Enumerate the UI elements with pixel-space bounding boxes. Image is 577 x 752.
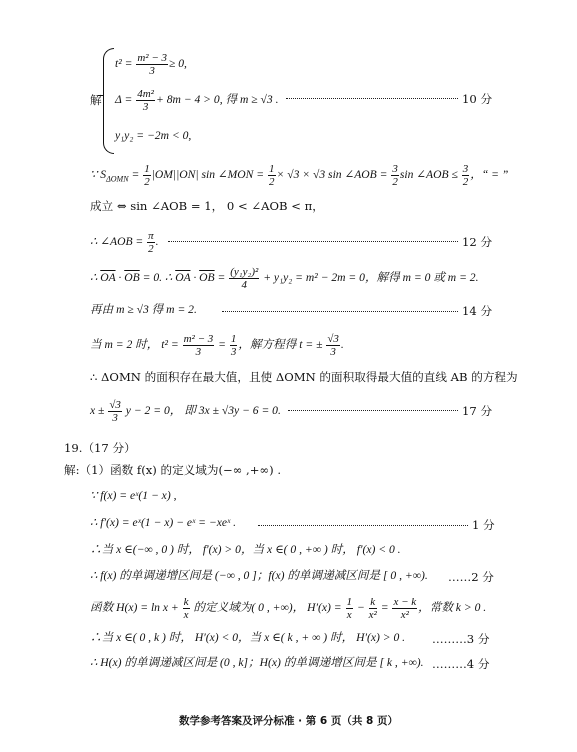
final-equation-line: x ± $\frac{√3}{3}$ y − 2 = 0， 即 3x ± √3y − 6 = 0. — [90, 399, 281, 424]
q19-line-6: ∴当 x ∈( 0 , k ) 时， H′(x) < 0，当 x ∈( k , + ∞ ) 时， H′(x) > 0 . — [90, 631, 406, 644]
leader-dots — [222, 311, 458, 312]
q19-line-2: ∴ f′(x) = eˣ(1 − x) − eˣ = −xeˣ . — [90, 516, 237, 529]
q19-line-3: ∴当 x ∈(−∞ , 0 ) 时， f′(x) > 0，当 x ∈( 0 , +∞ ) 时， f′(x) < 0 . — [90, 543, 401, 556]
score-14: 14 分 — [462, 304, 493, 318]
leader-dots — [168, 241, 458, 242]
system-label: 解 — [90, 93, 102, 107]
score-4: ………4 分 — [432, 657, 490, 671]
angle-line: ∴ ∠AOB = $\frac{\pi}{2}$ . — [90, 230, 159, 255]
q19-line-1: ∵ f(x) = eˣ(1 − x) , — [90, 489, 177, 502]
m2-line: 当 m = 2 时， t² = $\frac{\text{m² − 3}}{3}$ = $\frac{1}{3}$ ，解方程得 t = ± $\frac{√3}{3}$ . — [90, 333, 344, 358]
leader-dots — [286, 98, 458, 99]
leader-dots — [258, 525, 468, 526]
question-19-title: 19.（17 分） — [64, 441, 136, 455]
system-eq2: Δ = $\frac{\text{4m²}}{3}$ + 8m − 4 > 0, 得 m ≥ √3 . — [115, 88, 279, 113]
score-17: 17 分 — [462, 404, 493, 418]
page-footer: 数学参考答案及评分标准 · 第 6 页（共 8 页） — [178, 715, 399, 727]
system-eq1: t² = $\frac{\text{m² − 3}}{3}$ ≥ 0, — [115, 52, 187, 77]
dot-product-line: ∴ $\overline{OA} \cdot \overline{OB} = 0$. ∴ $\overline{OA} \cdot \overline{OB}$ = $\frac{\text{(y₁y₂)²}}{4}$ + y₁y₂ = m² − 2m = 0，解得 m = 0 或 m = 2. — [90, 266, 479, 291]
leader-dots — [288, 410, 458, 411]
q19-line-5: 函数 H(x) = ln x + $\frac{k}{x}$ 的定义域为( 0 , +∞)， H′(x) = $\frac{1}{x}$ − $\frac{k}{\text{x²}}$ = $\frac{x - k}{\text{x²}}$ ，常数 k > 0 . — [90, 596, 487, 621]
area-formula-line: ∵ $S_{\Delta OMN}$ = $\frac{1}{2}$ |OM||ON| sin ∠MON = $\frac{1}{2}$ × √3 × √3 sin ∠AOB = $\frac{3}{2}$ sin ∠AOB ≤ $\frac{3}{2}$ ，“ = ” — [90, 163, 509, 188]
score-1: 1 分 — [472, 518, 495, 532]
score-2: ……2 分 — [448, 570, 494, 584]
condition-line: 成立 ⇔ sin ∠AOB = 1， 0 < ∠AOB < π， — [90, 199, 324, 213]
q19-line-4: ∴ f(x) 的单调递增区间是 (−∞ , 0 ]；f(x) 的单调递减区间是 [ 0 , +∞). — [90, 569, 428, 582]
q19-line-7: ∴ H(x) 的单调递减区间是 (0 , k]；H(x) 的单调递增区间是 [ k , +∞). — [90, 656, 424, 669]
score-3: ………3 分 — [432, 632, 490, 646]
question-19-intro: 解:（1）函数 f(x) 的定义域为(−∞ ,+∞) . — [64, 463, 281, 477]
score-12: 12 分 — [462, 235, 493, 249]
again-line: 再由 m ≥ √3 得 m = 2. — [90, 303, 197, 316]
left-brace — [103, 48, 114, 154]
score-10: 10 分 — [462, 92, 493, 106]
conclusion-line: ∴ ΔOMN 的面积存在最大值，且使 ΔOMN 的面积取得最大值的直线 AB 的方程为 — [90, 370, 518, 384]
system-eq3: y₁y₂ = −2m < 0, — [115, 129, 192, 142]
